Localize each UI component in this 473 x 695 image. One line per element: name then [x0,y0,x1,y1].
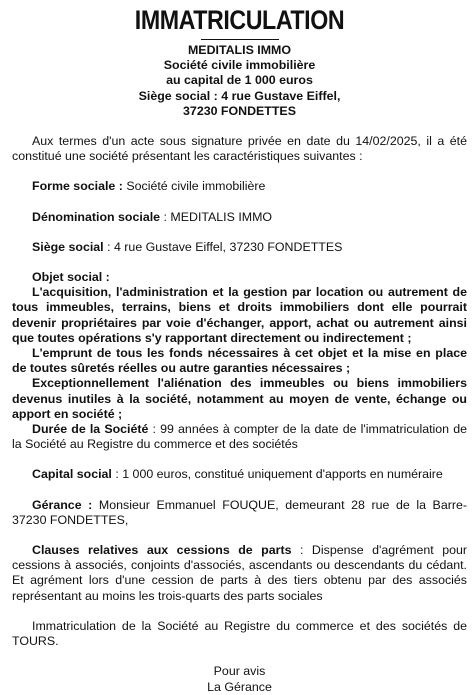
objet-paragraph-2: L'emprunt de tous les fonds nécessaires à cet objet et la mise en place de toutes sûretés réelles ou autre garanties nécessaires ; [12,346,467,376]
duree-societe [12,422,467,452]
denomination-label: Dénomination sociale [32,209,161,224]
capital-label: Capital social [32,467,112,482]
capital-social [12,467,467,482]
denomination-sociale [12,210,467,225]
la-gerance: La Gérance [207,679,272,694]
notice-title: IMMATRICULATION [134,5,345,35]
company-name: MEDITALIS IMMO [187,43,291,57]
objet-label: Objet social : [32,270,110,285]
immatriculation-rcs: Immatriculation de la Société au Registre du commerce et des sociétés de TOURS. [12,618,467,649]
pour-avis: Pour avis [213,664,266,679]
capital-value: : 1 000 euros, constitué uniquement d'apports en numéraire [111,467,443,482]
gerance-label: Gérance : [32,497,93,512]
clauses-value: : Dispense d'agrément pour cessions à associés, conjoints d'associés, ascendants ou descendants du cédant. Et agrément lors d'une cession de parts à des tiers obtenu par des associés représentant au moins les trois-quarts des parts sociales [12,543,467,603]
clauses-cessions [12,543,467,604]
company-type: Société civile immobilière [163,58,316,73]
duree-value: : 99 années à compter de la date de l'immatriculation de la Société au Registre du commerce et des sociétés [12,422,467,452]
forme-sociale [12,179,467,194]
siege-social [12,240,467,255]
objet-paragraph-3: Exceptionnellement l'aliénation des immeubles ou biens immobiliers devenus inutiles à la société, notamment au moyen de vente, échange ou apport en société ; [12,376,467,421]
forme-label: Forme sociale : [32,179,123,194]
duree-label: Durée de la Société [32,422,149,437]
siege-value: : 4 rue Gustave Eiffel, 37230 FONDETTES [103,239,343,254]
siege-label: Siège social [32,239,104,254]
company-city: 37230 FONDETTES [183,103,296,118]
company-seat: Siège social : 4 rue Gustave Eiffel, [138,88,341,103]
gerance [12,498,467,528]
denomination-value: : MEDITALIS IMMO [160,209,273,224]
gerance-value: Monsieur Emmanuel FOUQUE, demeurant 28 rue de la Barre- 37230 FONDETTES, [12,497,467,527]
intro-paragraph: Aux termes d'un acte sous signature privée en date du 14/02/2025, il a été constitué une société présentant les caractéristiques suivantes : [12,134,467,164]
forme-value: Société civile immobilière [122,179,266,194]
title-divider [201,39,279,40]
company-capital: au capital de 1 000 euros [166,73,313,88]
signature-block [12,664,467,694]
clauses-label: Clauses relatives aux cessions de parts [32,543,292,558]
company-header [12,43,467,119]
objet-paragraph-1: L'acquisition, l'administration et la gestion par location ou autrement de tous immeubles, terrains, biens et droits immobiliers dont elle pourrait devenir propriétaires par voie d'échanger, apport, achat ou autrement ainsi que toutes opérations s'y rapportant directement ou indirectement ; [12,285,467,345]
